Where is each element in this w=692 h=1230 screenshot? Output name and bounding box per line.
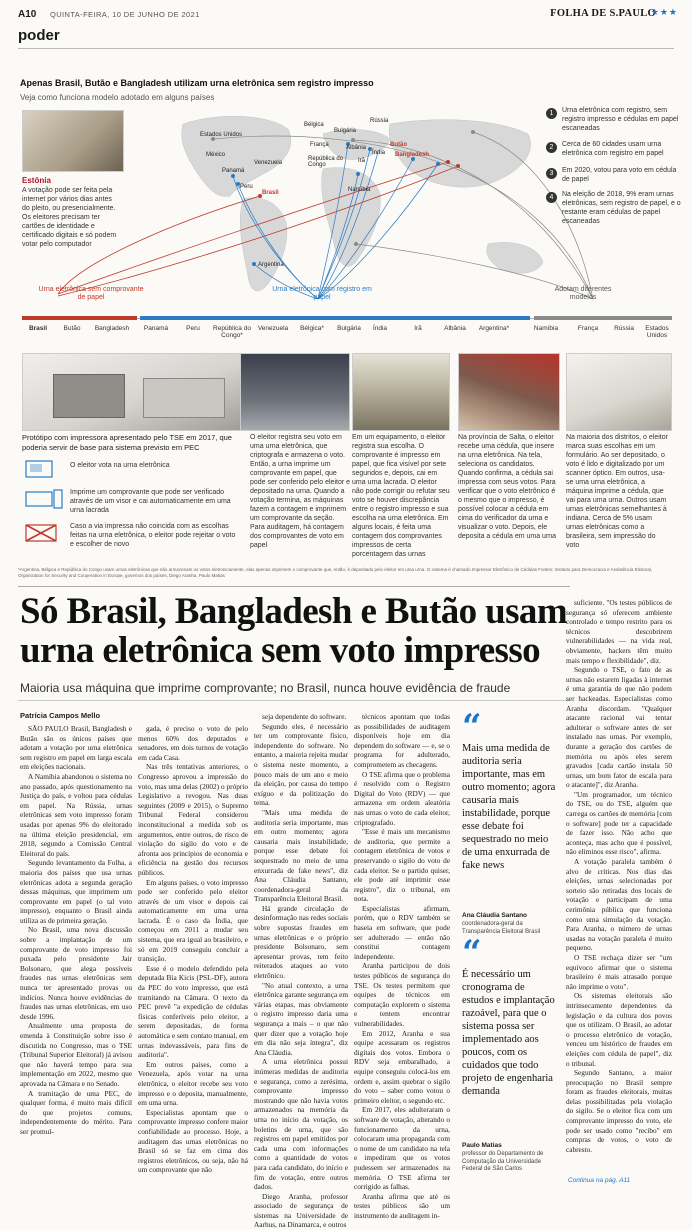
header-divider <box>18 48 674 49</box>
bar-different <box>534 316 672 320</box>
usa-photo <box>566 353 672 431</box>
headline-divider <box>18 586 570 587</box>
quote-author: Paulo Matias <box>462 1142 502 1149</box>
brazil-step: Imprime um comprovante que pode ser verificado através de um visor e cai automaticamente em uma urna lacrada <box>70 489 231 514</box>
map-label-venezuela: Venezuela <box>254 160 283 166</box>
paragraph: Em 2012, Aranha e sua equipe acessaram os registros digitais dos votos. Embora o RDV seja embaralhado, a equipe conseguiu colocá-los em ordem e, assim quebrar o sigilo do voto – saber como votou o primeiro eleitor, o segundo etc. <box>354 1028 450 1105</box>
paragraph: Atualmente uma proposta de emenda à Constituição sobre isso é discutida no Congresso, mas o TSE (Tribunal Superior Eleitoral) já avisou que não haverá tempo para sua implementação em 2022, mesmo que aprovada na Câmara e no Senado. <box>20 1021 132 1088</box>
paragraph: Aranha afirma que até os testes públicos são um instrumento de auditagem in- <box>354 1191 450 1220</box>
brazil-prototype-photo <box>22 353 254 431</box>
map-label-mexico: México <box>206 152 226 158</box>
byline: Patrícia Campos Mello <box>20 711 101 720</box>
map-label-congo: República do Congo <box>308 156 344 168</box>
map-label-peru: Peru <box>240 184 253 190</box>
panel-india-text: Em um equipamento, o eleitor registra sua escolha. O comprovante é impresso em papel, que fica visível por sete segundos e, depois, cai em uma urna lacrada. O eleitor não pode corrigir ou refutar seu voto se houver discrepância entre o registro impresso e sua escolha na urna eletrônica. Em alguns locais, é feita uma contagem dos comprovantes impressos de certa porcentagem das urnas <box>352 434 450 558</box>
argentina-photo <box>458 353 560 431</box>
bar-with-paper <box>140 316 530 320</box>
paragraph: Em 2017, eles adulteraram o software de votação, alterando o funcionamento da urna, colocaram uma propaganda com o nome de um candidato na tela e impediram que os votos pudessem ser armazenados na memória. O TSE afirma ter corrigido as falhas. <box>354 1105 450 1192</box>
estonia-text: A votação pode ser feita pela internet por vários dias antes do pleito, ou presencialmente. Os eleitores precisam ter cartões de identidade e certificado digitais e só podem votar pelo computador <box>22 187 117 248</box>
legend-number: 2 <box>546 142 557 153</box>
legend-number: 3 <box>546 168 557 179</box>
graphic-subtitle: Veja como funciona modelo adotado em alguns países <box>20 93 215 102</box>
paragraph: Em alguns países, o voto impresso pode ser conferido pelo eleitor através de um visor e depois cai automaticamente em uma urna lacrada. É o caso da Índia, que começou em 2011 a mudar seu sistema, que era igual ao brasileiro, e só em 2019 conseguiu concluir a transição. <box>138 877 248 964</box>
section-title: poder <box>18 27 60 44</box>
country-label: Albânia <box>444 325 466 332</box>
brand-logo: FOLHA DE S.PAULO <box>550 8 656 19</box>
legend-number: 4 <box>546 192 557 203</box>
paragraph: "Mais uma medida de auditoria seria importante, mas em outro momento; agora causaria mais instabilidade, porque esse debate foi sequestrado no meio de uma enxurrada de fake news", diz Ana Cláudia Santano, coordenadora-geral da Transparência Eleitoral Brasil. <box>254 807 348 904</box>
brazil-caption: Protótipo com impressora apresentado pelo TSE em 2017, que poderia servir de base para sistema previsto em PEC <box>22 433 232 452</box>
paragraph: Especialistas apontam que o comprovante impresso confere maior confiabilidade ao processo. Hoje, a auditagem das urnas eletrônicas no Brasil só se faz em cima dos registros eletrônicos, ou seja, não há um comprovante que não <box>138 1107 248 1175</box>
map-label-bulgaria: Bulgária <box>334 128 357 134</box>
estonia-photo <box>22 110 124 172</box>
legend-number: 1 <box>546 108 557 119</box>
country-label: Bangladesh <box>94 325 130 332</box>
article-column-5 <box>566 598 672 1176</box>
deck: Maioria usa máquina que imprime comprovante; no Brasil, nunca houve evidência de fraude <box>20 681 511 695</box>
quote-author-role: coordenadora-geral da Transparência Eleitoral Brasil <box>462 921 541 935</box>
paragraph: Esse é o modelo defendido pela deputada Bia Kicis (PSL-DF), autora da PEC do voto impresso, que está tramitando na Câmara. O texto da PEC prevê "a expedição de cédulas físicas conferíveis pelo eleitor, a serem depositadas, de forma automática e sem contato manual, em urnas indevassáveis, para fins de auditoria". <box>138 963 248 1060</box>
brazil-step: Caso a via impressa não coincida com as escolhas feitas na urna eletrônica, o eleitor pode rejeitar o voto e escolher de novo <box>70 523 236 548</box>
map-label-panama: Panamá <box>222 168 245 174</box>
country-label: Panamá <box>143 325 169 332</box>
paragraph: Segundo Santano, a maior preocupação no Brasil sempre foram as fraudes eleitorais, muitas delas possibilitadas pela violação do sigilo. Se o eleitor fica com um comprovante impresso do voto, ele pode ser usado como "recibo" em compras de votos, o voto de cabresto. <box>566 1068 672 1154</box>
brand-stars-icon: ★★★ <box>650 7 678 17</box>
country-label: Irã <box>414 325 422 332</box>
map-label-namibia: Namíbia <box>348 187 371 193</box>
paragraph: O TSE afirma que o problema é resolvido com o Registro Digital do Voto (RDV) — que armazena em ordem aleatória nas urnas o voto de cada eleitor, criptografado. <box>354 769 451 827</box>
quote-author: Ana Cláudia Santano <box>462 912 528 919</box>
group-label-no-paper: Urna eletrônica sem comprovante de papel <box>38 286 144 301</box>
headline: Só Brasil, Bangladesh e Butão usam urna eletrônica sem voto impresso <box>20 591 568 671</box>
group-label-different: Adotam diferentes modelos <box>554 286 612 301</box>
legend-text: Urna eletrônica com registro, sem registro impresso e cédulas em papel escaneadas <box>562 107 679 132</box>
deck-divider <box>18 700 570 701</box>
bar-no-paper <box>22 316 137 320</box>
country-label: Peru <box>186 325 200 332</box>
country-label: Bélgica* <box>300 325 324 332</box>
panel-venezuela-text: O eleitor registra seu voto em uma urna eletrônica, que criptografa e armazena o voto. Então, a urna imprime um comprovante em papel, que pode ser conferido pelo eleitor e depositado na urna. Quando a votação termina, as máquinas fazem a contagem e imprimem um comprovante da seção. Para auditagem, há contagem dos comprovantes de voto em papel <box>250 434 351 549</box>
india-photo <box>352 353 450 431</box>
country-label: Rússia <box>614 325 634 332</box>
paragraph: técnicos apontam que todas as possibilidades de auditagem disponíveis hoje em dia dependem do software — e, se o programa for adulterado, comprometem as checagens. <box>354 712 450 769</box>
rejected-vote-icon <box>24 522 64 544</box>
article-column-2 <box>138 724 248 1194</box>
urn-screen <box>53 374 125 418</box>
pull-quote: É necessário um cronograma de estudos e implantação razoável, para que o sistema possa ser implementado aos poucos, com os cuidados que todo projeto de engenharia demanda <box>462 969 555 1097</box>
paragraph: Segundo eles, é necessário ter um comprovante físico, independente do software. No entanto, a maioria rejeita mudar o sistema neste momento, a pouco mais de um ano e meio da eleição, por causa do tempo exíguo e da politização do tema. <box>254 721 348 808</box>
map-label-russia: Rússia <box>370 118 389 124</box>
paragraph: "No atual contexto, a urna eletrônica garante segurança em várias etapas, mas obviamente o registro impresso daria uma segurança a mais – o que não quer dizer que a votação hoje em dia não seja íntegra", diz Ana Cláudia. <box>254 980 348 1057</box>
quote-mark-icon: “ <box>462 707 482 747</box>
quote-mark-icon: “ <box>462 933 482 973</box>
panel-usa-text: Na maioria dos distritos, o eleitor marca suas escolhas em um formulário. Ao ser depositado, o voto é lido e digitalizado por um scanner óptico. Em outros, usa-se uma urna eletrônica, a máquina imprime a cédula, que vai para uma urna. Outros usam urnas eletrônicas semelhantes à indiana. Cerca de 5% usam urnas eletrônicas como a brasileira, sem impressão do voto <box>566 434 668 549</box>
continued-link[interactable]: Continua na pág. A11 <box>568 1177 631 1184</box>
paragraph: Os sistemas eleitorais são intrinsecamente dependentes da legislação e da cultura dos povos que os utilizam. O Brasil, ao adotar o processo eletrônico de votação, venceu um histórico de fraudes em eleições com cédula de papel", diz o tribunal. <box>566 991 672 1068</box>
paragraph: Há grande circulação de desinformação nas redes sociais sobre supostas fraudes em urnas eletrônicas e o próprio presidente Bolsonaro, sem apresentar provas, tem feito reiterados ataques ao voto eletrônico. <box>254 903 348 981</box>
venezuela-photo <box>240 353 350 431</box>
country-strip <box>22 318 672 343</box>
urn-vote-icon <box>24 458 64 480</box>
country-label: Butão <box>63 325 81 332</box>
map-label-bangladesh: Bangladesh <box>395 152 430 158</box>
country-label: Estados Unidos <box>645 325 669 339</box>
paragraph: O TSE rechaça dizer ser "um equívoco afirmar que o sistema brasileiro é mais atrasado porque não imprime o voto". <box>566 952 672 991</box>
map-label-brasil: Brasil <box>262 190 279 196</box>
brazil-step: O eleitor vota na urna eletrônica <box>70 462 170 469</box>
page-number: A10 <box>18 9 37 20</box>
map-label-albania: Albânia <box>346 145 367 151</box>
map-label-usa: Estados Unidos <box>200 132 243 138</box>
pull-quote: Mais uma medida de auditoria seria importante, mas em outro momento; agora causaria mais instabilidade, porque esse debate foi sequestrado no meio de uma enxurrada de fake news <box>462 743 556 871</box>
paragraph: "Um programador, um técnico do TSE, ou do TSE, alguém que carrega os cartões de memória [com o software] pode ter a capacidade de fazer isso. Não acho que aconteça, mas acho que é possível, não eliminos esse risco", afirma. <box>566 789 672 857</box>
paragraph: A Namíbia abandonou o sistema no ano passado, após questionamento na Justiça do país, e voltou para cédulas em papel. Na Rússia, urnas eletrônicas sem voto impresso foram usadas por apenas 9% do eleitorado na última eleição presidencial, em 2018, segundo a Comissão Central Eleitoral do país. <box>20 771 132 858</box>
graphic-footnote: *Argentina, Bélgica e República do Congo usam urnas eletrônicas que não armazenam os votos eletronicamente, elas apenas imprimem o comprovante que, então, é depositado pelo eleitor em uma urna. O sistema é chamado Impressor Eletrônico de Cédulas Fontes: Instituto para Democracia e Assistência Eleitoral, Organization for Security and Cooperation in Europe, governos dos países, Diego Aranha, Paulo Matias <box>18 567 653 578</box>
paragraph: A votação paralela também é alvo de críticas. Nos dias das eleições, urnas selecionadas por sorteio são retiradas dos locais de votação e participam de uma cerimônia pública que funciona como uma simulação da votação. Para Aranha, o número de urnas usadas na votação paralela é muito pequeno. <box>566 857 672 953</box>
paragraph: Nas três tentativas anteriores, o Congresso aprovou a impressão do voto, mas uma delas (2002) o próprio Legislativo a revogou. Nas duas seguintes (2009 e 2015), o Supremo Tribunal Federal considerou inconstitucional a medida sob os argumentos, entre outros, de risco de violação do sigilo do voto e de afronta aos princípios de economia e eficiência na gestão dos recursos públicos. <box>138 762 248 877</box>
paragraph: Em outros países, como a Venezuela, após votar na urna eletrônica, o eleitor recebe seu voto impresso e o deposita, manualmente, em uma urna. <box>138 1059 248 1108</box>
legend-text: Na eleição de 2018, 9% eram urnas eletrônicas, sem registro de papel, e o restante eram cédulas de papel escaneadas <box>562 191 681 225</box>
map-label-ira: Irã <box>358 158 366 164</box>
page-date: QUINTA-FEIRA, 10 DE JUNHO DE 2021 <box>50 10 200 19</box>
paragraph: Segundo levantamento da Folha, a maioria dos países que usa urnas eletrônicas adota a segunda geração dessas máquinas, que imprimem um comprovante em papel (o tal voto impresso), enquanto o Brasil ainda utiliza as de primeira geração. <box>20 858 132 925</box>
map-label-india: Índia <box>372 150 386 156</box>
paragraph: "Esse é mais um mecanismo de auditoria, que permite a contagem eletrônica de votos e preservando o sigilo do voto de cada eleitor. Se o partido quiser, ele pode até imprimir esse registro", diz o tribunal, em nota. <box>354 827 450 904</box>
graphic-title: Apenas Brasil, Butão e Bangladesh utilizam urna eletrônica sem registro impresso <box>20 78 374 88</box>
paragraph: Segundo o TSE, o fato de as urnas não estarem ligadas à internet é uma garantia de que não podem ser hackeadas. Especialistas como Aranha discordam. "Qualquer atacante racional vai tentar adulterar o software antes de ser instalado nas urnas. Por exemplo, durante a geração dos cartões de memória ou após eles serem gravados [cada cartão instala 50 urnas, um bom fator de escala para o atacante]", diz Aranha. <box>566 665 672 790</box>
country-label: França <box>577 325 599 332</box>
map-label-argentina: Argentina <box>258 262 284 268</box>
article-column-1 <box>20 724 132 1194</box>
article-column-3 <box>254 712 348 1230</box>
map-label-franca: França <box>310 142 329 148</box>
country-label: Venezuela <box>257 325 289 332</box>
map-label-butao: Butão <box>390 142 407 148</box>
paragraph: Especialistas afirmam, porém, que o RDV também se baseia em software, que pode ser adulterado — então não constitui contagem independente. <box>354 903 450 961</box>
group-label-with-paper: Urna eletrônica com registro em papel <box>272 286 372 301</box>
article-column-4 <box>354 712 451 1220</box>
legend-text: Em 2020, votou para voto em cédula de papel <box>562 167 677 183</box>
country-label: Namíbia <box>533 325 559 332</box>
quote-author-role: professor do Departamento de Computação da Universidade Federal de São Carlos <box>462 1151 544 1172</box>
paragraph: No Brasil, uma nova discussão sobre a implantação de um comprovante de voto impresso foi puxada pelo presidente Jair Bolsonaro, que alega possíveis fraudes nas urnas eletrônicas sem nunca ter apresentado provas ou indícios. Nunca houve evidências de fraudes nas urnas eletrônicas, em uso desde 1996. <box>20 925 132 1021</box>
legend-text: Cerca de 60 cidades usam urna eletrônica com registro em papel <box>562 141 664 157</box>
country-label: Bulgária <box>337 325 361 332</box>
paragraph: SÃO PAULO Brasil, Bangladesh e Butão são os únicos países que adotam a votação por urna eletrônica sem registro em papel em larga escala em eleições nacionais. <box>20 724 132 772</box>
map-label-belgica: Bélgica <box>304 122 324 128</box>
paragraph: A urna eletrônica possui inúmeras medidas de auditoria e segurança, como a zerésima, comprovante impresso mostrando que não havia votos armazenados na memória da urna no início da votação, os boletins de urna, que são registros em papel emitidos por cada uma com informações como a quantidade de votos para cada candidato, do início e fim de votação, entre outros dados. <box>254 1057 348 1192</box>
panel-argentina-text: Na província de Salta, o eleitor recebe uma cédula, que insere na urna eletrônica. Na tela, seleciona os candidatos. Quando confirma, a cédula sai impressa com seus votos. Para verificar que o voto eletrônico é o mesmo que o impresso, é possível colocar a cédula em cima do verificador da urna e visualizar o voto. Depois, ele deposita a cédula em uma urna <box>458 434 557 540</box>
country-label: República do Congo* <box>213 325 251 339</box>
country-label: Índia <box>372 325 388 332</box>
printer-receipt-icon <box>24 488 64 510</box>
paragraph: seja dependente do software. <box>262 712 347 721</box>
paragraph: suficiente. "Os testes públicos de segurança só oferecem ambiente controlado e tempo restrito para os técnicos descobrirem vulnerabilidades — na vida real, obviamente, hackers têm muito mais tempo e flexibilidade", diz. <box>566 598 672 665</box>
urn-printer <box>143 378 225 418</box>
estonia-title: Estônia <box>22 176 51 185</box>
country-label: Brasil <box>28 325 48 332</box>
paragraph: A tramitação de uma PEC, de qualquer forma, é muito mais difícil do que projetos comuns, independentemente do mérito. Para ser promul- <box>20 1088 132 1136</box>
page-header <box>0 0 692 30</box>
paragraph: gada, é preciso o voto de pelo menos 60% dos deputados e senadores, em dois turnos de votação em cada Casa. <box>138 724 248 762</box>
paragraph: Aranha participou de dois testes públicos de segurança do TSE. Os testes permitem que equipes de técnicos em computação explorem o sistema e tentem encontrar vulnerabilidades. <box>354 961 450 1028</box>
paragraph: Diego Aranha, professor associado de segurança de sistemas na Universidade de Aarhus, na Dinamarca, e outros <box>254 1191 348 1230</box>
country-label: Argentina* <box>478 325 510 332</box>
